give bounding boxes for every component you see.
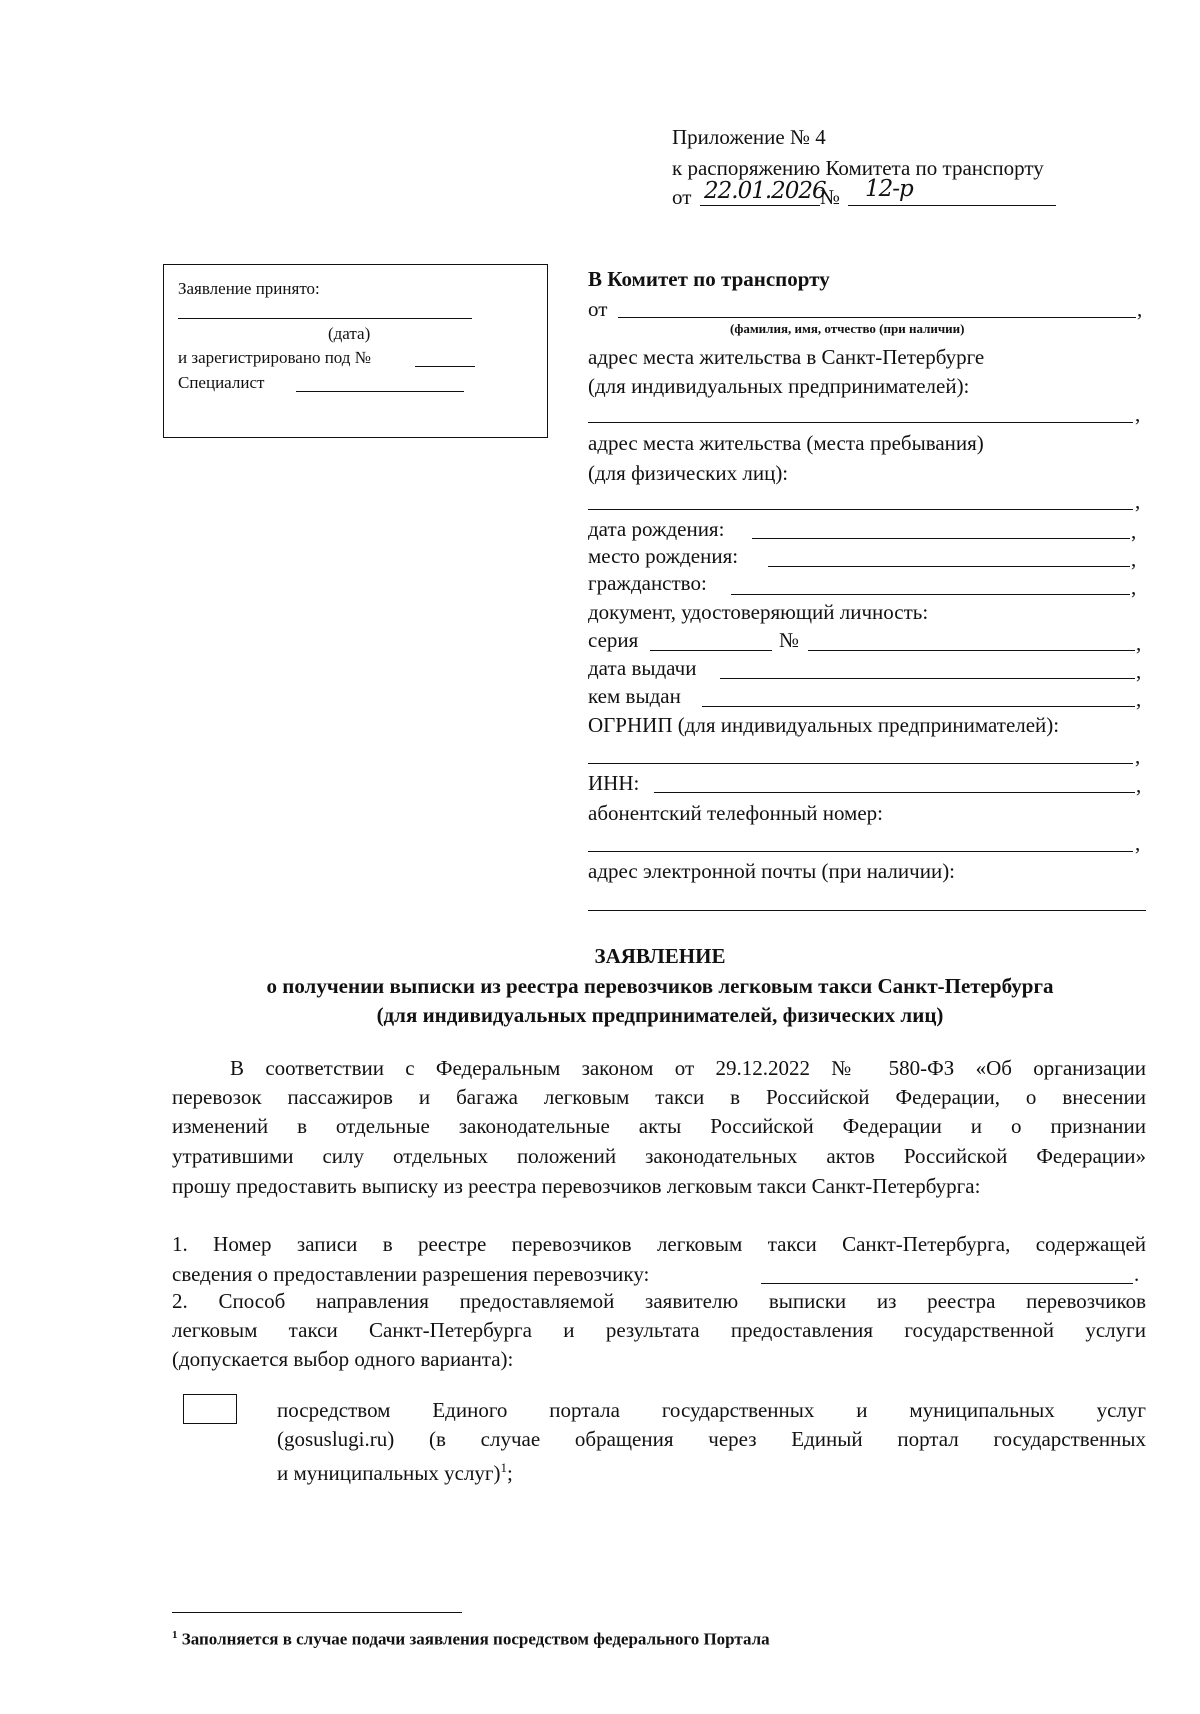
intro-line-4: утратившими силу отдельных положений законодательных актов Российской Федерации»	[172, 1144, 1146, 1168]
footnote-mark: 1	[172, 1629, 178, 1641]
option-line-1: посредством Единого портала государственных и муниципальных услуг	[277, 1398, 1146, 1422]
receipt-registered: и зарегистрировано под №	[178, 348, 371, 367]
citizenship-comma: ,	[1131, 575, 1137, 599]
name-caption: (фамилия, имя, отчество (при наличии)	[730, 321, 965, 336]
item2-line-2: легковым такси Санкт-Петербурга и результата предоставления государственной услуги	[172, 1318, 1146, 1342]
item2-line-3: (допускается выбор одного варианта):	[172, 1347, 514, 1371]
birth-date-label: дата рождения:	[588, 517, 725, 541]
statement-subtitle-1: о получении выписки из реестра перевозчиков легковым такси Санкт-Петербурга	[266, 974, 1054, 998]
appendix-number-line	[848, 205, 1056, 206]
item1-line-2: сведения о предоставлении разрешения перевозчику:	[172, 1262, 650, 1286]
email-line	[588, 910, 1146, 911]
intro-line-2: перевозок пассажиров и багажа легковым такси в Российской Федерации, о внесении	[172, 1085, 1146, 1109]
footnote	[172, 1624, 770, 1651]
email-label: адрес электронной почты (при наличии):	[588, 859, 956, 883]
item1-end: .	[1134, 1262, 1140, 1286]
issued-by-line	[702, 706, 1135, 707]
spb-address-label: адрес места жительства в Санкт-Петербурге	[588, 345, 985, 369]
spb-address-line	[588, 422, 1133, 423]
appendix-title: Приложение № 4	[672, 125, 826, 149]
option-line-3	[277, 1455, 513, 1486]
birth-place-line	[768, 566, 1130, 567]
intro-line-3: изменений в отдельные законодательные акты Российской Федерации и о признании	[172, 1114, 1146, 1138]
item2-line-1: 2. Способ направления предоставляемой заявителю выписки из реестра перевозчиков	[172, 1289, 1146, 1313]
statement-subtitle-2: (для индивидуальных предпринимателей, физических лиц)	[376, 1003, 944, 1027]
issue-date-comma: ,	[1136, 659, 1142, 683]
item1-line-1: 1. Номер записи в реестре перевозчиков легковым такси Санкт-Петербурга, содержащей	[172, 1232, 1146, 1256]
series-label: серия	[588, 628, 639, 652]
issue-date-line	[720, 678, 1135, 679]
intro-line-5: прошу предоставить выписку из реестра перевозчиков легковым такси Санкт-Петербурга:	[172, 1174, 981, 1198]
citizenship-line	[731, 594, 1130, 595]
ogrnip-line	[588, 763, 1133, 764]
option-line-3-text: и муниципальных услуг)	[277, 1461, 501, 1485]
inn-comma: ,	[1136, 773, 1142, 797]
footnote-text: Заполняется в случае подачи заявления посредством федерального Портала	[181, 1629, 770, 1649]
residence-line	[588, 509, 1133, 510]
from-comma: ,	[1137, 297, 1143, 321]
residence-note: (для физических лиц):	[588, 461, 789, 485]
option-line-2: (gosuslugi.ru) (в случае обращения через Единый портал государственных	[277, 1427, 1146, 1451]
doc-number-line	[808, 650, 1135, 651]
residence-comma: ,	[1135, 489, 1141, 513]
inn-line	[654, 792, 1135, 793]
birth-place-comma: ,	[1131, 547, 1137, 571]
doc-number-comma: ,	[1136, 631, 1142, 655]
option-line-3-end: ;	[507, 1461, 513, 1485]
receipt-reg-number-line	[415, 366, 475, 367]
appendix-date-prefix: от	[672, 185, 692, 209]
issued-by-comma: ,	[1136, 687, 1142, 711]
receipt-specialist: Специалист	[178, 373, 265, 392]
id-document-label: документ, удостоверяющий личность:	[588, 600, 929, 624]
from-line	[618, 317, 1136, 318]
receipt-specialist-line	[296, 391, 464, 392]
birth-place-label: место рождения:	[588, 544, 739, 568]
gosuslugi-checkbox[interactable]	[183, 1394, 237, 1424]
addressee-from: от	[588, 297, 608, 321]
birth-date-comma: ,	[1131, 519, 1137, 543]
appendix-order: к распоряжению Комитета по транспорту	[672, 156, 1044, 180]
phone-line	[588, 851, 1133, 852]
addressee-to: В Комитет по транспорту	[588, 267, 830, 291]
inn-label: ИНН:	[588, 771, 640, 795]
phone-label: абонентский телефонный номер:	[588, 801, 884, 825]
intro-line-1: В соответствии с Федеральным законом от 29.12.2022 № 580-ФЗ «Об организации	[230, 1056, 1146, 1080]
option-footnote-ref: 1	[500, 1460, 508, 1475]
ogrnip-label: ОГРНИП (для индивидуальных предпринимателей):	[588, 713, 1060, 737]
appendix-number-prefix: №	[820, 185, 841, 209]
appendix-number-handwritten: 12-р	[865, 176, 913, 202]
receipt-date-caption: (дата)	[328, 324, 371, 343]
birth-date-line	[752, 538, 1130, 539]
receipt-accepted: Заявление принято:	[178, 279, 320, 298]
receipt-date-line	[178, 318, 472, 319]
citizenship-label: гражданство:	[588, 571, 707, 595]
appendix-date-handwritten: 22.01.2026	[704, 178, 826, 204]
series-line	[650, 650, 772, 651]
issue-date-label: дата выдачи	[588, 656, 697, 680]
item1-record-number-line	[761, 1283, 1133, 1284]
ogrnip-comma: ,	[1135, 744, 1141, 768]
spb-address-note: (для индивидуальных предпринимателей):	[588, 374, 970, 398]
doc-number-label: №	[779, 628, 800, 652]
phone-comma: ,	[1135, 831, 1141, 855]
residence-label: адрес места жительства (места пребывания)	[588, 431, 984, 455]
spb-address-comma: ,	[1135, 402, 1141, 426]
appendix-date-line	[700, 205, 820, 206]
issued-by-label: кем выдан	[588, 684, 681, 708]
footnote-separator	[172, 1612, 462, 1613]
statement-title: ЗАЯВЛЕНИЕ	[594, 944, 726, 968]
